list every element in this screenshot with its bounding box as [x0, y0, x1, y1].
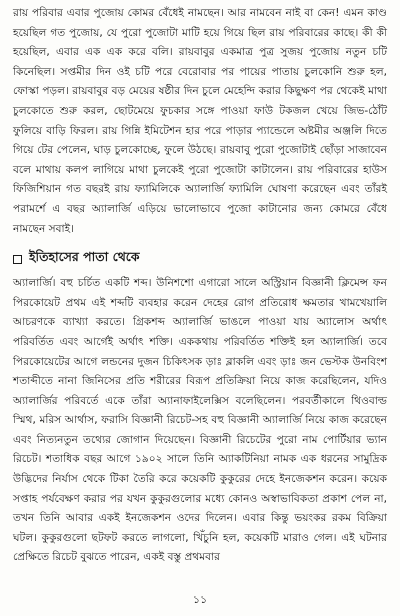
- section-heading: [13, 249, 387, 269]
- paragraph-intro: রায় পরিবার এবার পুজোয় কোমর বেঁধেই নামছেন। আর নামবেন নাই বা কেন! এমন কাণ্ড হয়েছিল গত পুজোয়, যে পুরো পুজোটা মাটি হয়ে গিয়ে ছিল রায় পরিবারের কাছে। কী কী হয়েছিল, এবার এক এক করে বলি। রায়বাবুর একমাত্র পুত্র সুজয় পুজোয় নতুন চটি কিনেছিল। সপ্তমীর দিন ওই চটি পরে বেরোবার পর পায়ের পাতায় চুলকোনি শুরু হল, ফোস্কা পড়ল। রায়বাবুর বড় মেয়ের ষষ্ঠীর দিন চুলে মেহেন্দি করার কিছুক্ষণ পর থেকেই মাথা চুলকোতে শুরু করল, ছোটমেয়ে ফুচকার সঙ্গে পাওয়া ফাউ টকজল খেয়ে জিভ-ঠোঁট ফুলিয়ে বাড়ি ফিরল। রায় গিন্নি ইমিটেশন হার পরে পাড়ার প্যান্ডেলে অষ্টমীর অঞ্জলি দিতে গিয়ে টের পেলেন, ঘাড় চুলকোচ্ছে, ফুলে উঠছে। রায়বাবু পুরো পুজোটাই ছোঁড়া সাজাবেন বলে মাথায় কলপ লাগিয়ে মাথা চুলকেই পুরো পুজোটা কাটালেন। রায় পরিবারের হাউস ফিজিশিয়ান গত বছরই রায় ফ্যামিলিকে অ্যালার্জি ফ্যামিলি ঘোষণা করেছেন এবং তাঁরই পরামর্শে এ বছর অ্যালার্জি এড়িয়ে ভালোভাবে পুজো কাটানোর জন্য কোমরে বেঁধে নামছেন সবাই।: [13, 7, 387, 235]
- page-number: ১১: [192, 593, 208, 606]
- square-bullet-icon: [13, 255, 22, 264]
- paragraph-history: অ্যালার্জি। বহু চর্চিত একটি শব্দ। উনিশশো এগারো সালে অস্ট্রিয়ান বিজ্ঞানী ক্লিমেন্স ফন পিরকোয়েট প্রথম এই শব্দটি ব্যবহার করেন দেহের রোগ প্রতিরোধ ক্ষমতার খামখেয়ালি আচরণকে ব্যাখ্যা করতে। গ্রিকশব্দ অ্যালার্জি ভাঙলে পাওয়া যায় অ্যালোস অর্থাৎ পরিবর্তিত এবং আর্গেই অর্থাৎ শক্তি। এককথায় পরিবর্তিত শক্তিই হল অ্যালার্জি। তবে পিরকোয়েটের আগে লন্ডনের দুজন চিকিৎসক ড়াঃ ব্লাকলি এবং ড়াঃ জন ভেস্টক উনবিংশ শতাব্দীতে নানা জিনিসের প্রতি শরীরের বিরূপ প্রতিক্রিয়া নিয়ে কাজ করেছিলেন, যদিও অ্যালার্জির পরিবর্তে একে তাঁরা অ্যানাফাইলেক্সিস বলেছিলেন। পরবর্তীকালে থিওবাল্ড স্মিথ, মরিস আর্থাস, ফরাসি বিজ্ঞানী রিচেট-সহ বহু বিজ্ঞানী অ্যালার্জি নিয়ে কাজ করেছেন এবং নিত্যনতুন তথ্যের জোগান দিয়েছেন। বিজ্ঞানী রিচেটের পুরো নাম পোর্টিয়ার ভ্যান রিচেট। শতাধিক বছর আগে ১৯০২ সালে তিনি অ্যাকটিনিয়া নামক এক ধরনের সামুদ্রিক উদ্ভিদের নির্যাস থেকে টিকা তৈরি করে কয়েকটি কুকুরের দেহে ইনজেকশন করেন। কয়েক সপ্তাহ পর্যবেক্ষণ করার পর যখন কুকুরগুলোর মধ্যে কোনও অস্বাভাবিকতা প্রকাশ পেল না, তখন তিনি আবার একই ইনজেকশন ওদের দিলেন। এবার কিন্তু ভয়ংকর রকম বিক্রিয়া ঘটল। কুকুরগুলো ছটফট করতে লাগলো, খিঁচুনি হল, কয়েকটি মারাও গেল। এই ঘটনার প্রেক্ষিতে রিচেট বুঝতে পারেন, একই বস্তু প্রথমবার: [13, 277, 387, 564]
- section-heading-text: ইতিহাসের পাতা থেকে: [29, 249, 140, 265]
